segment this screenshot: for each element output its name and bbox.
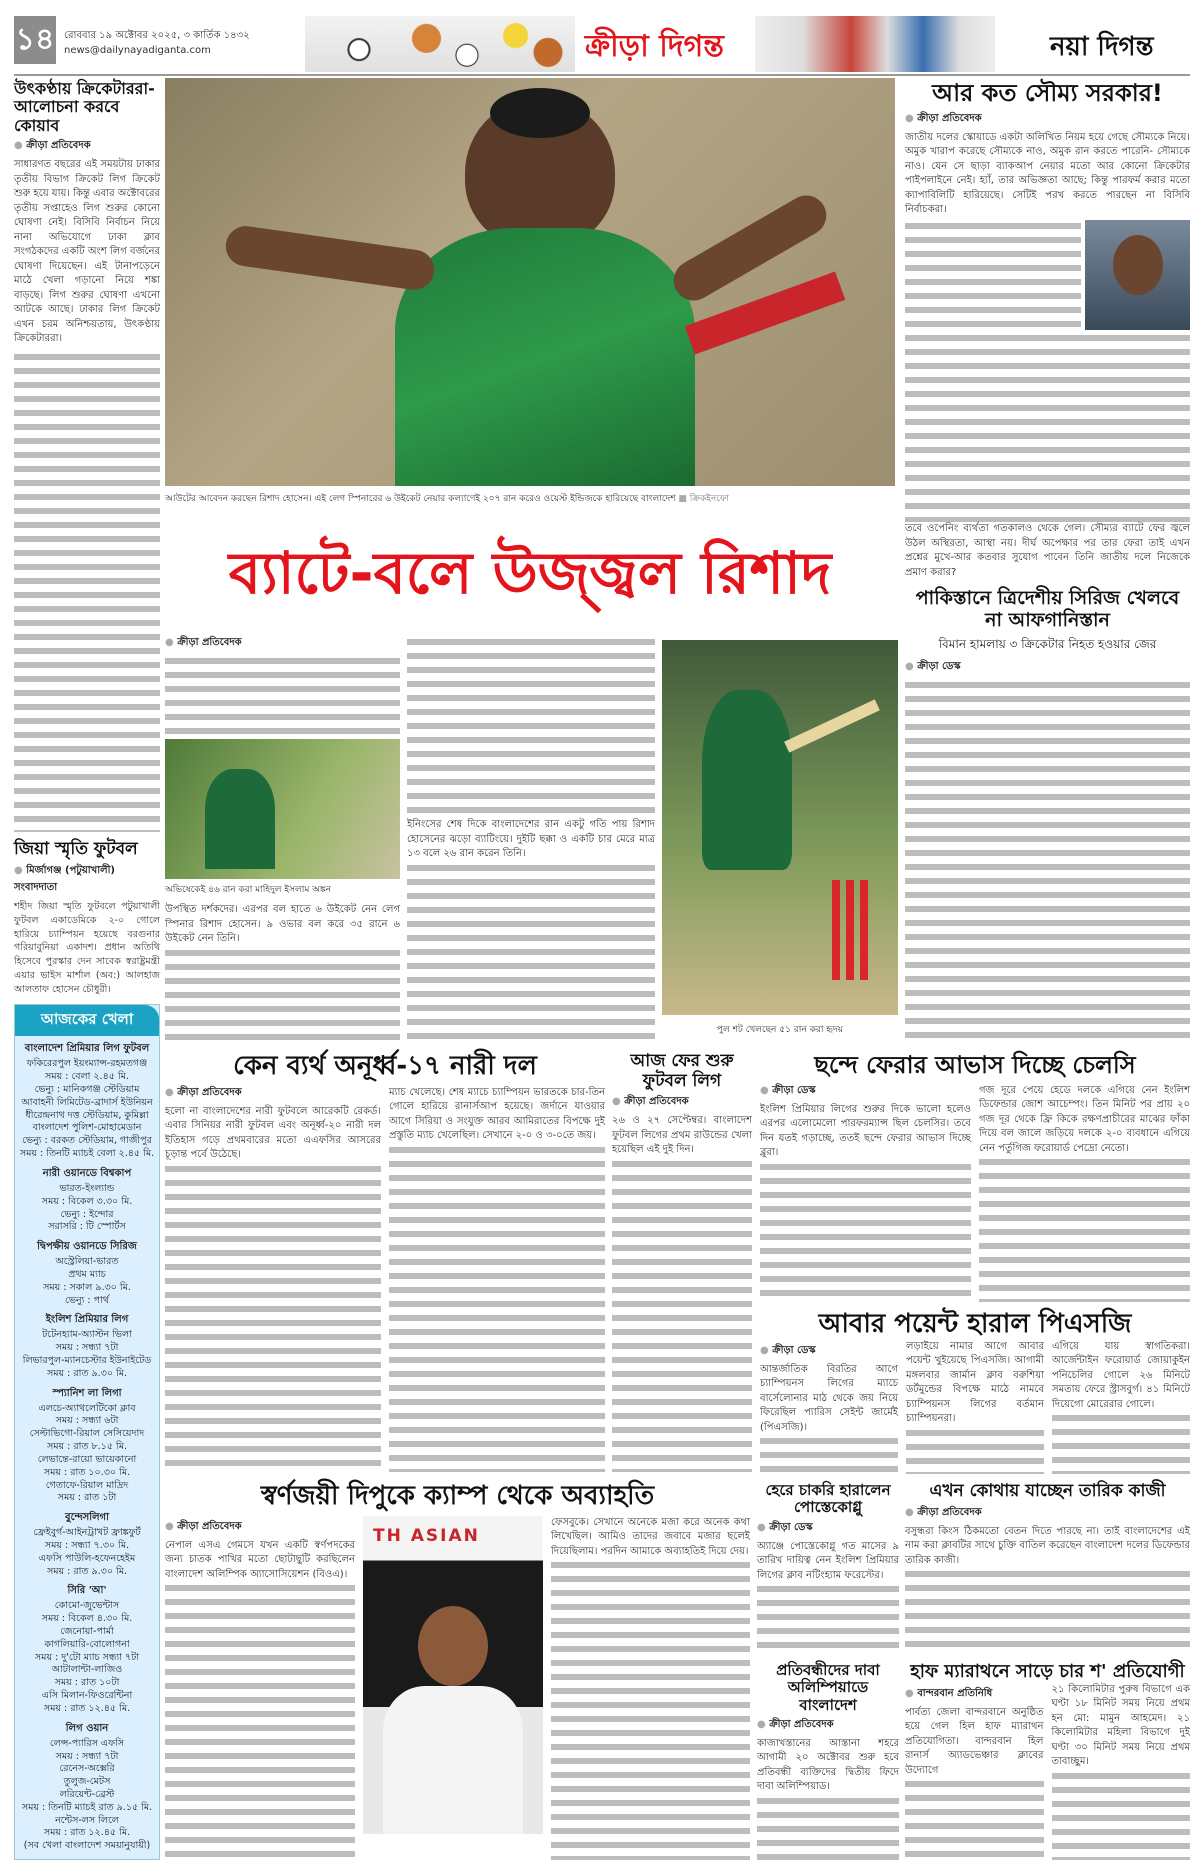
article-soumya — [905, 80, 1190, 580]
game-line: বাংলাদেশ পুলিশ-মোহামেডান — [32, 1122, 142, 1134]
headline: আজ ফের শুরু ফুটবল লিগ — [630, 1051, 734, 1091]
game-line: কোমো-জুভেন্টাস — [54, 1600, 120, 1612]
game-line: অস্ট্রেলিয়া-ভারত — [55, 1256, 119, 1268]
text-lines — [760, 1435, 898, 1474]
article-body: সাধারণত বছরের এই সময়টায় ঢাকার তৃতীয় বিভাগ ক্রিকেট লিগ ক্রিকেট শুরু হয়ে যায়। কিন্তু এবার অক্টোবরের তৃতীয় সপ্তাহেও লিগ শুরুর কোনো ঘোষণা নেই। বিসিবি নির্বাচন নিয়ে নানা অভিযোগে ঢাকা ক্লাব সংগঠকদের একটি অংশ লিগ বর্জনের ঘোষণা দিয়েছেন। এই টানাপড়েনে মাঠে খেলা গড়ানো নিয়ে শঙ্কা বাড়ছে। লিগ শুরুর ঘোষণা এখনো আটকে আছে। ঢাকার লিগ ক্রিকেট এখন চরম অনিশ্চয়তায়, উৎকণ্ঠায় ক্রিকেটাররা। — [14, 159, 160, 345]
text-lines — [14, 351, 160, 833]
game-line: সময় : রাত ১২.৪৫ মি. — [43, 1702, 131, 1714]
article-body: ২৬ ও ২৭ সেপ্টেম্বর। বাংলাদেশ ফুটবল লিগের প্রথম রাউন্ডের খেলা হয়েছিল এই দুই দিন। — [612, 1115, 752, 1156]
game-line: ভেন্যু : মানিকগঞ্জ স্টেডিয়াম — [34, 1084, 140, 1095]
photo-credit: ক্রিকইনফো — [689, 494, 730, 504]
game-group-title: সিরি 'আ' — [67, 1585, 107, 1597]
headline: হেরে চাকরি হারালেন পোস্তেকোগ্লু — [765, 1481, 891, 1517]
game-group-title: বুন্দেসলিগা — [65, 1512, 109, 1524]
article-psg — [760, 1310, 1190, 1474]
game-group-title: নারী ওয়ানডে বিশ্বকাপ — [42, 1167, 132, 1179]
byline: ● ক্রীড়া প্রতিবেদক — [165, 1519, 355, 1536]
article-body: নেপাল এসএ গেমসে যখন একটি স্বর্ণপদকের জন্য চাতক পাখির মতো ছোটাছুটি করছিলেন বাংলাদেশ অলিম্পিক অ্যাসোসিয়েশন (বিওএ)। — [165, 1539, 355, 1580]
photo-caption: আউটের আবেদন করছেন রিশাদ হোসেন। এই লেগ স্পিনারের ৬ উইকেট নেয়ার কল্যাণেই ২০৭ রান করেও ওয়েস্ট ইন্ডিজকে হারিয়েছে বাংলাদেশ — [165, 494, 676, 504]
game-group-title: দ্বিপক্ষীয় ওয়ানডে সিরিজ — [37, 1241, 137, 1253]
article-body: উপস্থিত দর্শকদের। এরপর বল হাতে ৬ উইকেট নেন লেগ স্পিনার রিশাদ হোসেন। ৯ ওভার বল করে ৩৫ রানে ৬ উইকেট নেন তিনি। — [165, 904, 400, 944]
text-lines — [757, 1795, 899, 1860]
game-line: প্রথম ম্যাচ — [68, 1268, 106, 1280]
text-lines — [905, 679, 1190, 1044]
article-half-marathon — [905, 1662, 1190, 1860]
text-lines — [1052, 1412, 1190, 1474]
headline: আর কত সৌম্য সরকার! — [932, 79, 1163, 107]
headline: পাকিস্তানে ত্রিদেশীয় সিরিজ খেলবে না আফগানিস্তান — [915, 587, 1180, 631]
byline: ● মির্জাগঞ্জ (পটুয়াখালী) সংবাদদাতা — [14, 863, 160, 897]
left-column — [14, 80, 160, 1860]
photo-caption: পুল শট খেলছেন ৫১ রান করা হৃদয় — [716, 1025, 844, 1035]
article-cricketers-anxiety — [14, 80, 160, 832]
todays-games-box — [14, 1004, 160, 1860]
text-lines — [905, 1778, 1044, 1860]
article-body: পার্বত্য জেলা বান্দরবানে অনুষ্ঠিত হয়ে গেল হিল হাফ ম্যারাথন প্রতিযোগিতা। বান্দরবান হিল রানার্স অ্যাডভেঞ্চার ক্লাবের উদ্যোগে — [905, 1706, 1044, 1776]
article-body: শহীদ জিয়া স্মৃতি ফুটবলে পটুয়াখালী ফুটবল একাডেমিকে ২-০ গোলে হারিয়ে চ্যাম্পিয়ন হয়েছে বরগুনার গরিয়াবুনিয়া একাদশ। প্রধান অতিথি হিসেবে পুরস্কার দেন সাবেক স্বরাষ্ট্রমন্ত্রী এয়ার ভাইস মার্শাল (অব:) আলহাজ আলতাফ হোসেন চৌধুরী। — [14, 901, 160, 995]
text-lines — [551, 1559, 750, 1860]
game-line: রেনেস-অক্সেরি — [59, 1763, 115, 1775]
headline: কেন ব্যর্থ অনূর্ধ্ব-১৭ নারী দল — [233, 1051, 537, 1081]
balls-banner-image — [305, 16, 575, 72]
article-body: অ্যাঞ্জে পোস্তেকোগ্লু গত মাসের ৯ তারিখ দায়িত্ব নেন ইংলিশ প্রিমিয়ার লিগের ক্লাব নটিংহ্যাম ফরেস্টের। — [757, 1540, 899, 1581]
main-headline: ব্যাটে-বলে উজ্জ্বল রিশাদ — [228, 539, 832, 607]
text-lines — [165, 1582, 355, 1860]
text-lines — [407, 862, 655, 1044]
text-lines — [165, 1163, 381, 1472]
game-group-title: বাংলাদেশ প্রিমিয়ার লিগ ফুটবল — [24, 1043, 150, 1055]
article-postecoglou — [757, 1482, 899, 1654]
game-line: ফকিরেরপুল ইয়ংম্যান্স-রহমতগঞ্জ — [26, 1058, 148, 1070]
article-body: হলো না বাংলাদেশের নারী ফুটবলে আরেকটি রেকর্ড। এবার সিনিয়র নারী ফুটবল এবং অনূর্ধ্ব-২০ নারী দল ইতিহাস গড়ে প্রথমবারের মতো এএফসির আসরের চূড়ান্ত পর্বে উঠেছে। — [165, 1105, 381, 1161]
game-line: ভেন্যু : ইন্দোর — [60, 1208, 114, 1220]
game-group-title: ইংলিশ প্রিমিয়ার লিগ — [45, 1314, 129, 1326]
byline: ● ক্রীড়া প্রতিবেদক — [14, 138, 160, 155]
article-body: ইনিংসের শেষ দিকে বাংলাদেশের রান একটু গতি পায় রিশাদ হোসেনের ঝড়ো ব্যাটিংয়ে। দুইটি ছক্কা ও একটি চার মেরে মাত্র ১৩ বলে ২৬ রান করেন তিনি। — [407, 819, 655, 860]
article-body: বসুন্ধরা কিংস ঠিকমতো বেতন দিতে পারছে না। তাই বাংলাদেশের এই নাম করা ক্লাবটির সাথে চুক্তি বাতিল করেছেন বাংলাদেশ দলের ডিফেন্ডার তারিক কাজী। — [905, 1525, 1190, 1566]
headline: আবার পয়েন্ট হারাল পিএসজি — [818, 1309, 1132, 1339]
game-line: কাগলিয়ারি-বোলোগনা — [44, 1638, 130, 1650]
athletes-banner-image — [755, 16, 995, 72]
game-line: নন্টেস-লস লিলে — [55, 1814, 119, 1826]
game-line: সময় : বিকেল ৪.৩০ মি. — [41, 1613, 133, 1625]
byline: ● ক্রীড়া ডেস্ক — [760, 1083, 971, 1100]
game-line: ফ্রেইবুর্গ-আইনট্রাখট ফ্রাঙ্কফুর্ট — [33, 1527, 141, 1539]
headline: জিয়া স্মৃতি ফুটবল — [14, 839, 138, 860]
game-line: ভেন্যু : বরকত স্টেডিয়াম, গাজীপুর — [22, 1135, 152, 1147]
text-lines — [407, 636, 655, 818]
game-line: সময় : সকাল ৯.৩০ মি. — [43, 1281, 131, 1293]
text-lines — [905, 220, 1081, 332]
game-line: সময় : রাত ১০.৩০ মি. — [43, 1466, 131, 1478]
game-line: ভেন্যু : পার্থ — [65, 1294, 109, 1306]
text-lines — [389, 1144, 605, 1472]
article-body: লড়াইয়ে নামার আগে আবার পয়েন্ট খুইয়েছে পিএসজি। আগামী মঙ্গলবার জার্মান ক্লাব বরুশিয়া ডর্টমুন্ডের বিপক্ষে মাঠে নামবে চ্যাম্পিয়নস লিগের বর্তমান চ্যাম্পিয়নরা। — [906, 1340, 1044, 1425]
page-number-box — [14, 16, 56, 64]
byline: ● ক্রীড়া প্রতিবেদক — [905, 111, 1190, 128]
text-lines — [165, 947, 400, 1045]
text-lines — [165, 655, 400, 735]
game-line: এলচে-অ্যাথলেটিকো ক্লাব — [38, 1402, 136, 1414]
headline: স্বর্ণজয়ী দিপুকে ক্যাম্প থেকে অব্যাহতি — [260, 1481, 655, 1511]
game-group-title: স্প্যানিশ লা লিগা — [52, 1387, 122, 1399]
issue-date: রোববার ১৯ অক্টোবর ২০২৫, ৩ কার্তিক ১৪৩২ — [64, 30, 250, 41]
byline: ● ক্রীড়া প্রতিবেদক — [165, 635, 400, 652]
game-line: জেনোয়া-পার্মা — [60, 1626, 114, 1637]
game-line: আটালান্টা-লাজিও — [51, 1664, 123, 1676]
game-line: লরিয়েন্ট-ব্রেস্ট — [59, 1788, 115, 1800]
header-rule — [14, 74, 1190, 76]
byline: ● ক্রীড়া প্রতিবেদক — [905, 1505, 1190, 1522]
game-line: সময় : দু'টো ম্যাচ সন্ধ্যা ৭টা — [34, 1651, 140, 1663]
dipu-medal-photo — [363, 1516, 543, 1834]
text-lines — [757, 1583, 899, 1654]
article-body: জাতীয় দলের স্কোয়াডে একটা অলিখিত নিয়ম হয়ে গেছে সৌম্যকে নিয়ে। অমুক খারাপ করেছে সৌম্যকে নাও, অমুক রান করতে পারেনি- সৌম্যকে নাও। যেন সে ছাড়া ব্যাকআপ নেয়ার মতো আর কোনো ক্রিকেটার পাইপলাইনে নেই। হ্যাঁ, তার অভিজ্ঞতা আছে; কিন্তু পারফর্ম করার মতো ক্যাপাবিলিটি হারিয়েছে। সেটিই পরখ করতে পারছেন না বিসিবি নির্বাচকরা। — [905, 131, 1190, 216]
article-dipu — [165, 1482, 750, 1860]
photo-banner-text: TH ASIAN — [373, 1525, 480, 1546]
byline: ● ক্রীড়া ডেস্ক — [760, 1343, 898, 1360]
byline: ● ক্রীড়া ডেস্ক — [905, 659, 1190, 676]
game-group-title: লিগ ওয়ান — [65, 1722, 109, 1734]
game-line: সময় : সন্ধ্যা ৬টা — [55, 1415, 119, 1427]
game-line: (সব খেলা বাংলাদেশ সময়ানুযায়ী) — [23, 1840, 151, 1852]
text-lines — [905, 1568, 1190, 1654]
article-body: ২১ কিলোমিটার পুরুষ বিভাগে এক ঘণ্টা ১৮ মিনিট সময় নিয়ে প্রথম হন মো: মামুন আহমেদ। ২১ কিলোমিটার মহিলা বিভাগে দুই ঘণ্টা ৩০ মিনিট সময় নিয়ে প্রথম তাবাচ্ছুম। — [1051, 1683, 1190, 1768]
game-line: তুলুজ-মেটস — [63, 1776, 111, 1788]
newspaper-logo: নয়া দিগন্ত — [1050, 32, 1154, 62]
article-zia-football — [14, 840, 160, 996]
text-lines — [979, 1156, 1190, 1302]
game-line: এসি মিলান-ফিওরেন্টিনা — [41, 1690, 133, 1702]
soumya-portrait-photo — [1085, 220, 1190, 330]
article-chelsea — [760, 1052, 1190, 1302]
game-line: সময় : তিনটি ম্যাচই বেলা ২.৪৫ মি. — [19, 1148, 155, 1160]
game-line: টটেনহ্যাম-অ্যাস্টন ভিলা — [42, 1329, 132, 1341]
game-line: লিভারপুল-ম্যানচেস্টার ইউনাইটেড — [22, 1355, 152, 1366]
byline: ● ক্রীড়া প্রতিবেদক — [612, 1094, 752, 1111]
article-body: তবে ওপেনিং ব্যর্থতা গতকালও থেকে গেল। সৌম্যর ব্যাটে ফের জ্বলে উঠল অস্থিরতা, আস্থা নয়। দীর্ঘ অপেক্ষার পর তার ফেরা তাই এখন প্রশ্নের মুখে-আর কতবার সুযোগ পাবেন তিনি জাতীয় দলে নিজেকে প্রমাণ করার? — [905, 523, 1190, 578]
article-body: ফেসবুকে। সেখানে অনেকে মজা করে অনেক কথা লিখেছিল। আমিও তাদের জবাবে মজার ছলেই দিয়েছিলাম। পরদিন আমাকে অব্যাহতিই দিয়ে দেয়। — [551, 1516, 750, 1557]
game-line: গেতাফে-রিয়াল মাদ্রিদ — [45, 1479, 129, 1491]
todays-games-title: আজকের খেলা — [15, 1005, 159, 1036]
subheadline: বিমান হামলায় ৩ ক্রিকেটার নিহত হওয়ার জের — [938, 636, 1157, 651]
article-tariq-kazi — [905, 1482, 1190, 1654]
headline: এখন কোথায় যাচ্ছেন তারিক কাজী — [929, 1481, 1166, 1501]
email: news@dailynayadiganta.com — [64, 45, 211, 56]
byline: ● ক্রীড়া ডেস্ক — [757, 1520, 899, 1537]
game-line: সময় : রাত ৮.১৫ মি. — [46, 1441, 128, 1453]
headline: হাফ ম্যারাথনে সাড়ে চার শ' প্রতিযোগী — [910, 1661, 1185, 1682]
article-chess-olympiad — [757, 1662, 899, 1860]
article-body: ম্যাচ খেলেছে। শেষ ম্যাচে চ্যাম্পিয়ন ভারতকে চার-তিন গোলে হারিয়ে রানার্সআপ হয়েছে। জর্দানে যাওয়ার আগে সিরিয়া ও সংযুক্ত আরব আমিরাতের বিপক্ষে দুই প্রস্তুতি ম্যাচ খেলেছিল। সেখানে ২-০ ও ৩-০তে জয়। — [389, 1086, 605, 1142]
text-lines — [905, 332, 1190, 522]
hridoy-pull-shot-photo — [662, 640, 898, 1015]
article-body: ইংলিশ প্রিমিয়ার লিগের শুরুর দিকে ভালো হলেও এরপর এলোমেলো পারফরম্যান্স ছিল চেলসির। তবে দিন যতই গড়াচ্ছে, ততই ছন্দে ফেরার আভাস দিচ্ছে ব্লুরা। — [760, 1103, 971, 1159]
byline: ● ক্রীড়া প্রতিবেদক — [757, 1717, 899, 1734]
section-title: ক্রীড়া দিগন্ত — [585, 29, 724, 64]
game-line: সময় : রাত ১০টা — [54, 1677, 120, 1689]
mahidul-batting-photo — [165, 739, 400, 879]
article-body: এগিয়ে যায় স্বাগতিকরা। আর্জেন্টাইন ফরোয়ার্ড জোয়াকুইন পনিচেলির গোলে ২৬ মিনিটে সমতায় ফেরে স্ট্রাসবুর্গ। ৪১ মিনিটে দিয়েগো মোরেরার গোলে। — [1052, 1340, 1190, 1410]
article-u17-women — [165, 1052, 605, 1472]
text-lines — [906, 1427, 1044, 1474]
headline: ছন্দে ফেরার আভাস দিচ্ছে চেলসি — [814, 1051, 1136, 1079]
article-football-league — [612, 1052, 752, 1472]
headline: উৎকণ্ঠায় ক্রিকেটাররা-আলোচনা করবে কোয়াব — [14, 79, 155, 135]
game-line: সময় : সন্ধ্যা ৭টা — [55, 1750, 119, 1762]
game-line: লেন্স-প্যারিস এফসি — [49, 1737, 125, 1749]
game-line: সরাসরি : টি স্পোর্টস — [48, 1221, 126, 1233]
article-afghanistan — [905, 588, 1190, 1044]
article-body: কাজাখস্তানের আস্তানা শহরে আগামী ২০ অক্টোবর শুরু হবে প্রতিবন্ধী ব্যক্তিদের দ্বিতীয় ফিদে দাবা অলিম্পিয়াড। — [757, 1737, 899, 1793]
page-number: ১৪ — [15, 21, 55, 57]
headline: প্রতিবন্ধীদের দাবা অলিম্পিয়াডে বাংলাদেশ — [776, 1661, 880, 1714]
photo-caption: অভিষেকেই ৪৬ রান করা মাহিদুল ইসলাম অঙ্কন — [165, 885, 331, 895]
article-body: গজ দূরে পেয়ে হেডে দলকে এগিয়ে নেন ইংলিশ ডিফেন্ডার জোশ আচেম্পং। তিন মিনিট পর প্রায় ২০ গজ দূর থেকে ফ্রি কিকে রক্ষণপ্রাচীরের মাঝের ফাঁকা দিয়ে বল জালে জড়িয়ে দলকে ২-০ ব্যবধানে এগিয়ে নেন পর্তুগিজ ফরোয়ার্ড পেদ্রো নেতো। — [979, 1084, 1190, 1154]
game-line: লেভান্তে-রায়ো ভায়েকানো — [37, 1453, 137, 1465]
game-line: সেল্টাভিগো-রিয়াল সেসিয়েদাদ — [29, 1428, 145, 1440]
byline: ● ক্রীড়া প্রতিবেদক — [165, 1085, 381, 1102]
game-line: সময় : রাত ৯.৩০ মি. — [46, 1565, 128, 1577]
game-line: সময় : বেলা ২.৪৫ মি. — [45, 1071, 129, 1083]
game-line: সময় : সন্ধ্যা ৭টা — [55, 1342, 119, 1354]
game-line: সময় : বিকেল ৩.৩০ মি. — [41, 1195, 133, 1207]
game-line: সময় : রাত ৯.৩০ মি. — [46, 1367, 128, 1379]
game-line: সময় : তিনটি ম্যাচই রাত ৯.১৫ মি. — [21, 1801, 153, 1813]
rishad-appeal-photo — [165, 78, 895, 486]
game-line: ধীরেন্দ্রনাথ দত্ত স্টেডিয়াম, কুমিল্লা — [25, 1109, 149, 1121]
text-lines — [612, 1158, 752, 1472]
text-lines — [1052, 1770, 1191, 1860]
game-line: ভারত-ইংল্যান্ড — [59, 1182, 115, 1194]
text-lines — [760, 1161, 971, 1302]
game-line: সময় : সন্ধ্যা ৭.৩০ মি. — [44, 1539, 130, 1551]
game-line: এফসি পাউলি-হফেনহেইম — [38, 1552, 136, 1564]
game-line: সময় : রাত ১২.৪৫ মি. — [43, 1827, 131, 1839]
byline: ● বান্দরবান প্রতিনিধি — [905, 1686, 1044, 1703]
game-line: আবাহনী লিমিটেড-ব্রাদার্স ইউনিয়ন — [21, 1096, 153, 1108]
article-body: আন্তর্জাতিক বিরতির আগে চ্যাম্পিয়নস লিগের ম্যাচে বার্সেলোনার মাঠ থেকে জয় নিয়ে ফিরেছিল প্যারিস সেইন্ট জার্মেই (পিএসজি)। — [760, 1363, 898, 1433]
game-line: সময় : রাত ১টা — [57, 1492, 117, 1504]
